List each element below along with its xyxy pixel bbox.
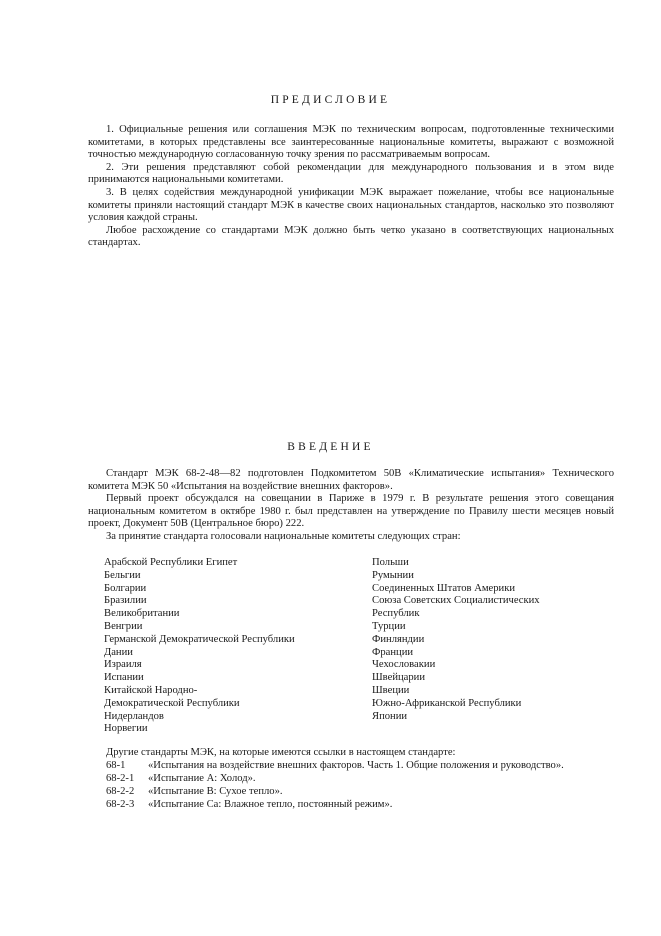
reference-title: «Испытание А: Холод».: [148, 773, 256, 784]
preface-paragraph-1: 1. Официальные решения или соглашения МЭК по техническим вопросам, подготовленные техническими комитетами, в которых представлены все заинтересованные национальные комитеты, выражают с возможной точностью международную согласованную точку зрения по рассматриваемым вопросам.: [88, 124, 614, 161]
reference-code: 68-2-2: [106, 786, 135, 797]
countries-left-column: [104, 557, 295, 736]
country-item: Финляндии: [372, 633, 425, 645]
introduction-title: ВВЕДЕНИЕ: [287, 441, 374, 453]
country-item: Бразилии: [104, 595, 147, 607]
country-item: Нидерландов: [104, 710, 164, 722]
country-item: Арабской Республики Египет: [104, 557, 238, 568]
country-item: Турции: [372, 620, 406, 632]
reference-title: «Испытания на воздействие внешних факторов. Часть 1. Общие положения и руководство».: [148, 760, 564, 771]
reference-row: [106, 785, 626, 798]
country-item: Южно-Африканской Республики: [372, 697, 522, 709]
introduction-paragraph-2: Первый проект обсуждался на совещании в Париже в 1979 г. В результате решения этого совещания национальным комитетом в октябре 1980 г. был представлен на утверждение по Правилу шести месяцев новый проект, Документ 50В (Центральное бюро) 222.: [88, 493, 614, 530]
country-item: Республик: [372, 608, 420, 620]
country-item: Соединенных Штатов Америки: [372, 582, 516, 594]
country-item: Франции: [372, 646, 414, 658]
country-item: Румынии: [372, 569, 414, 581]
country-item: Швейцарии: [372, 672, 426, 684]
country-item: Чехословакии: [372, 659, 436, 671]
preface-paragraph-3: 3. В целях содействия международной унификации МЭК выражает пожелание, чтобы все национальные комитеты приняли настоящий стандарт МЭК в качестве своих национальных стандартов, насколько это позволяют условия каждой страны.: [88, 186, 614, 224]
country-item: Великобритании: [104, 608, 180, 620]
introduction-paragraph-3: За принятие стандарта голосовали национальные комитеты следующих стран:: [106, 530, 461, 542]
country-item: Польши: [372, 557, 409, 568]
country-item: Демократической Республики: [104, 697, 240, 709]
country-item: Норвегии: [104, 723, 148, 735]
references-intro: Другие стандарты МЭК, на которые имеются ссылки в настоящем стандарте:: [106, 747, 456, 758]
preface-title: ПРЕДИСЛОВИЕ: [270, 94, 391, 106]
country-item: Китайской Народно-: [104, 684, 198, 696]
reference-code: 68-2-3: [106, 799, 135, 810]
country-item: Бельгии: [104, 569, 141, 581]
preface-paragraph-4: Любое расхождение со стандартами МЭК должно быть четко указано в соответствующих национальных стандартах.: [88, 224, 614, 249]
reference-code: 68-1: [106, 760, 126, 771]
reference-row: [106, 772, 626, 785]
introduction-paragraph-1: Стандарт МЭК 68-2-48—82 подготовлен Подкомитетом 50В «Климатические испытания» Технического комитета МЭК 50 «Испытания на воздействие внешних факторов».: [88, 468, 614, 492]
introduction-body: [88, 468, 614, 544]
references-block: [106, 746, 626, 811]
preface-body: [88, 124, 614, 250]
country-item: Союза Советских Социалистических: [372, 595, 540, 607]
reference-row: [106, 759, 626, 772]
reference-code: 68-2-1: [106, 773, 135, 784]
country-item: Болгарии: [104, 582, 147, 594]
reference-title: «Испытание В: Сухое тепло».: [148, 786, 283, 797]
countries-right-column: [372, 557, 540, 723]
preface-paragraph-2: 2. Эти решения представляют собой рекомендации для международного пользования и в этом виде принимаются национальными комитетами.: [88, 161, 614, 186]
country-item: Германской Демократической Республики: [104, 633, 295, 645]
country-item: Японии: [372, 710, 408, 722]
reference-row: [106, 798, 626, 811]
country-item: Израиля: [104, 659, 142, 671]
country-item: Испании: [104, 672, 144, 684]
reference-title: «Испытание Са: Влажное тепло, постоянный режим».: [148, 799, 393, 810]
country-item: Швеции: [372, 684, 410, 696]
country-item: Венгрии: [104, 620, 143, 632]
country-item: Дании: [104, 646, 133, 658]
